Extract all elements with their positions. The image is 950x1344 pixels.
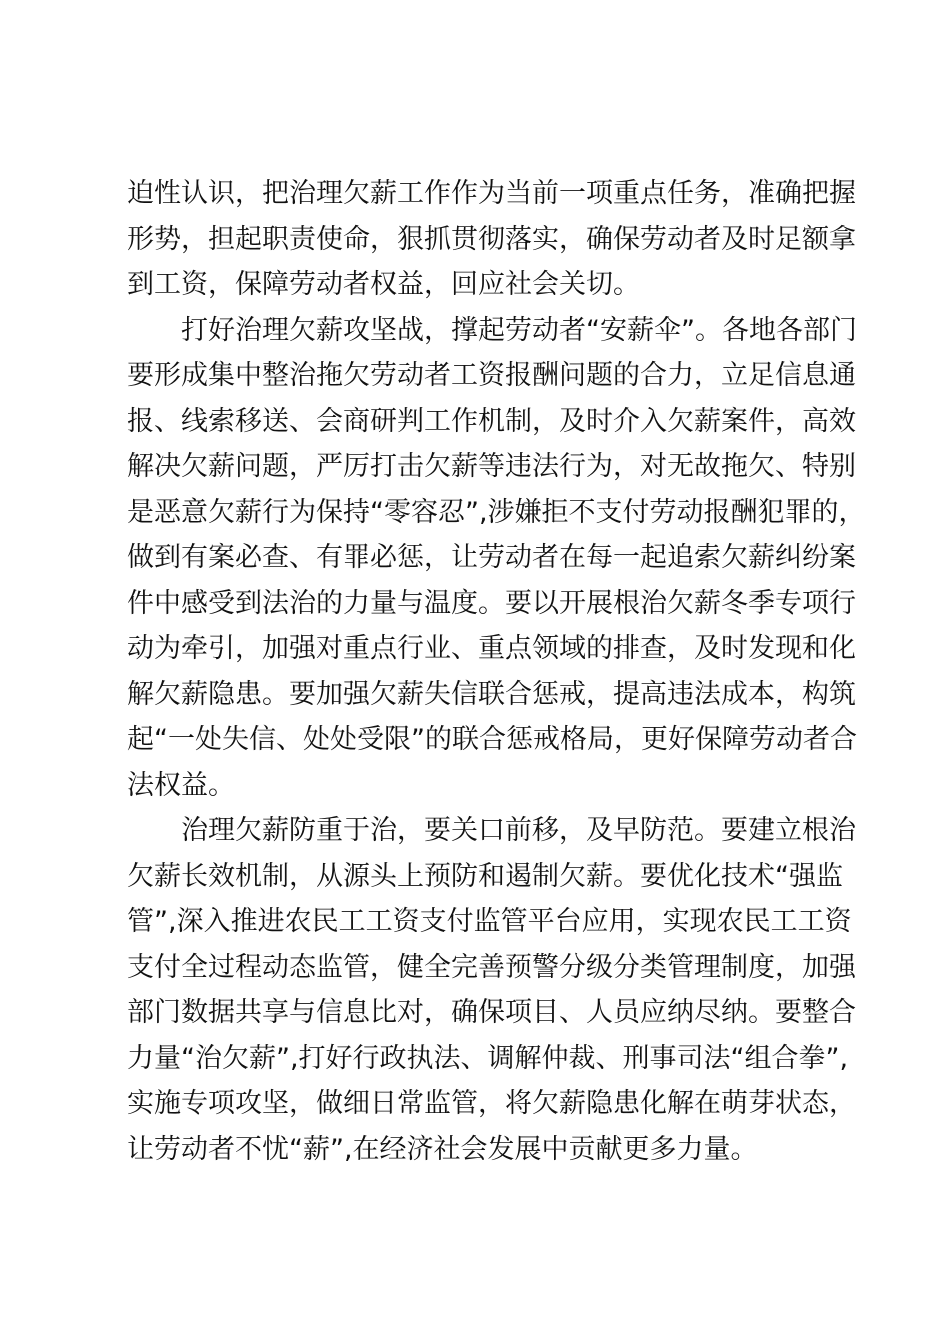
paragraph (127, 808, 856, 1172)
text-line: 做到有案必查、有罪必惩，让劳动者在每一起追索欠薪纠纷案 (127, 542, 856, 573)
text-line: 解欠薪隐患。要加强欠薪失信联合惩戒，提高违法成本，构筑 (127, 678, 856, 710)
paragraph (127, 171, 856, 308)
text-line: 力量“治欠薪”,打好行政执法、调解仲裁、刑事司法“组合拳”, (127, 1042, 849, 1074)
text-line: 形势，担起职责使命，狠抓贯彻落实，确保劳动者及时足额拿 (127, 223, 856, 255)
document-body (127, 171, 866, 1172)
text-line: 法权益。 (127, 769, 235, 801)
text-line: 要形成集中整治拖欠劳动者工资报酬问题的合力，立足信息通 (127, 360, 856, 391)
text-line: 到工资，保障劳动者权益，回应社会关切。 (127, 269, 640, 300)
text-line: 欠薪长效机制，从源头上预防和遏制欠薪。要优化技术“强监 (127, 860, 843, 892)
text-line: 件中感受到法治的力量与温度。要以开展根治欠薪冬季专项行 (127, 587, 856, 619)
text-line: 解决欠薪问题，严厉打击欠薪等违法行为，对无故拖欠、特别 (127, 451, 856, 482)
text-line: 起“一处失信、处处受限”的联合惩戒格局，更好保障劳动者合 (127, 724, 857, 755)
text-line: 部门数据共享与信息比对，确保项目、人员应纳尽纳。要整合 (127, 997, 856, 1028)
text-line: 动为牵引，加强对重点行业、重点领域的排查，及时发现和化 (127, 633, 856, 664)
text-line: 管”,深入推进农民工工资支付监管平台应用，实现农民工工资 (127, 906, 852, 937)
text-line: 治理欠薪防重于治，要关口前移，及早防范。要建立根治 (181, 815, 856, 846)
text-line: 实施专项攻坚，做细日常监管，将欠薪隐患化解在萌芽状态， (127, 1088, 856, 1119)
text-line: 让劳动者不忧“薪”,在经济社会发展中贡献更多力量。 (127, 1133, 758, 1165)
text-line: 支付全过程动态监管，健全完善预警分级分类管理制度，加强 (127, 951, 856, 983)
text-line: 迫性认识，把治理欠薪工作作为当前一项重点任务，准确把握 (127, 178, 856, 209)
text-line: 报、线索移送、会商研判工作机制，及时介入欠薪案件，高效 (127, 405, 856, 437)
text-line: 打好治理欠薪攻坚战，撑起劳动者“安薪伞”。各地各部门 (181, 314, 857, 346)
paragraph (127, 308, 866, 809)
text-line: 是恶意欠薪行为保持“零容忍”,涉嫌拒不支付劳动报酬犯罪的， (127, 496, 866, 528)
